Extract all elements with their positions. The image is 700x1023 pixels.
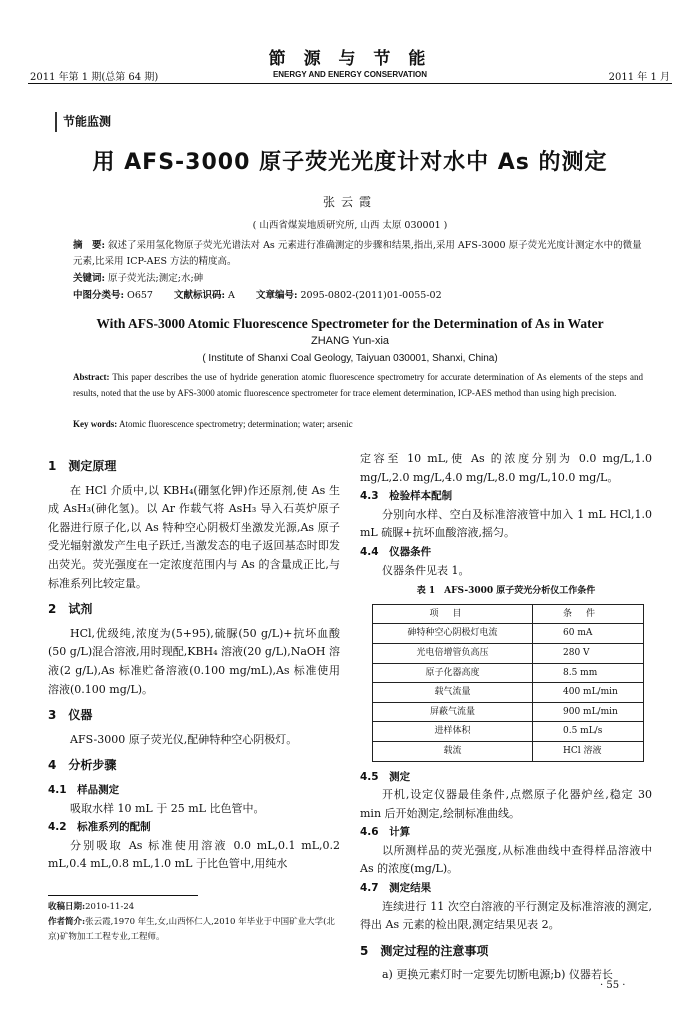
received-label: 收稿日期: [48, 902, 86, 912]
section-4-1-heading: 4.1 样品测定 [48, 783, 120, 796]
bracket-icon [55, 112, 61, 132]
table-header-condition: 条件 [533, 604, 644, 624]
doc-code-label: 文献标识码: [174, 290, 226, 301]
english-title: With AFS-3000 Atomic Fluorescence Spectrometer for the Determination of As in Water [96, 316, 604, 331]
section-4-2-heading: 4.2 标准系列的配制 [48, 821, 151, 834]
section-4-4-heading: 4.4 仪器条件 [360, 545, 432, 558]
received-date [48, 900, 340, 915]
section-4-6-heading: 4.6 计算 [360, 826, 411, 839]
english-keywords-label: Key words: [73, 419, 118, 429]
english-affiliation: ( Institute of Shanxi Coal Geology, Taiyuan 030001, Shanxi, China) [202, 353, 498, 364]
table-cell: 光电倍增管负高压 [373, 643, 533, 663]
clc-value: O657 [127, 290, 153, 301]
table-cell: 载气流量 [373, 683, 533, 703]
abstract-cn [73, 238, 643, 270]
section-4-7-heading: 4.7 测定结果 [360, 882, 432, 895]
section-4-2-continued: 定容至 10 mL,使 As 的浓度分别为 0.0 mg/L,1.0 mg/L,2.0 mg/L,4.0 mg/L,8.0 mg/L,10.0 mg/L。 [360, 452, 652, 484]
footnote-divider [48, 895, 198, 896]
english-abstract-text: This paper describes the use of hydride generation atomic fluorescence spectrometry for accurate determination of As elements of the steps and results, noted that the use by AFS-3000 atomic fluorescence spectrometer for trace element determination, ICP-AES method than using high precision. [73, 372, 643, 398]
article-title: 用 AFS-3000 原子荧光光度计对水中 As 的测定 [92, 150, 608, 175]
table-cell: 进样体积 [373, 722, 533, 742]
table-header-item: 项目 [373, 604, 533, 624]
issue-date: 2011 年 1 月 [608, 72, 670, 83]
abstract-text: 叙述了采用氢化物原子荧光光谱法对 As 元素进行准确测定的步骤和结果,指出,采用 AFS-3000 原子荧光光度计测定水中的微量元素,比采用 ICP-AES 方法的精度高。 [73, 240, 642, 267]
table-row [373, 683, 644, 703]
section-4-3-heading: 4.3 检验样本配制 [360, 490, 453, 503]
table-cell: 900 mL/min [533, 702, 644, 722]
section-2-heading: 2 试剂 [48, 602, 93, 617]
section-4-7-body: 连续进行 11 次空白溶液的平行测定及标准溶液的测定,得出 As 元素的检出限,测定结果见表 2。 [360, 899, 652, 932]
table-cell: 8.5 mm [533, 663, 644, 683]
table-row [373, 741, 644, 761]
section-4-5-body: 开机,设定仪器最佳条件,点燃原子化器炉丝,稳定 30 min 后开始测定,绘制标准曲线。 [360, 788, 652, 820]
table-cell: HCl 溶液 [533, 741, 644, 761]
conditions-table [372, 604, 644, 762]
author-bio [48, 915, 340, 945]
bio-label: 作者简介: [48, 917, 86, 927]
section-2-body: HCl,优级纯,浓度为(5+95),硫脲(50 g/L)+抗坏血酸(50 g/L)混合溶液,用时现配,KBH₄ 溶液(20 g/L),NaOH 溶液(2 g/L),As 标准贮备溶液(0.100 mg/mL),As 标准使用溶液(0.100 mg/L)。 [48, 626, 340, 696]
section-3-body: AFS-3000 原子荧光仪,配砷特种空心阴极灯。 [70, 732, 298, 746]
header-divider [28, 83, 672, 84]
article-no-value: 2095-0802-(2011)01-0055-02 [300, 290, 442, 301]
table-cell: 60 mA [533, 624, 644, 644]
section-4-5-heading: 4.5 测定 [360, 770, 411, 783]
english-author: ZHANG Yun-xia [310, 335, 390, 347]
bio-text: 张云霞,1970 年生,女,山西怀仁人,2010 年毕业于中国矿业大学(北京)矿物加工工程专业,工程师。 [48, 917, 335, 942]
table-1-caption: 表 1 AFS-3000 原子荧光分析仪工作条件 [416, 586, 596, 597]
author-affiliation: ( 山西省煤炭地质研究所, 山西 太原 030001 ) [252, 220, 448, 231]
issue-info: 2011 年第 1 期(总第 64 期) [30, 72, 159, 83]
keywords-cn [73, 271, 643, 287]
abstract-label: 摘 要: [73, 240, 106, 251]
english-keywords-text: Atomic fluorescence spectrometry; determination; water; arsenic [119, 419, 353, 429]
section-4-1-body: 吸取水样 10 mL 于 25 mL 比色管中。 [70, 801, 265, 815]
table-row [373, 624, 644, 644]
table-header-row [373, 604, 644, 624]
section-4-4-body: 仪器条件见表 1。 [382, 563, 470, 577]
section-4-heading: 4 分析步骤 [48, 758, 117, 773]
doc-code-value: A [228, 290, 235, 301]
table-cell: 载流 [373, 741, 533, 761]
table-cell: 280 V [533, 643, 644, 663]
table-cell: 砷特种空心阴极灯电流 [373, 624, 533, 644]
section-1-body: 在 HCl 介质中,以 KBH₄(硼氢化钾)作还原剂,使 As 生成 AsH₃(砷化氢)。以 Ar 作载气将 AsH₃ 导入石英炉原子化器进行原子化,以 As 特种空心阴极灯坐激发光源,As 原子受光辐射激发产生电子跃迁,当激发态的电子返回基态时即发出荧光。荧光强度在一定浓度范围内与 As 的含量成正比,与标准系列比较定量。 [48, 483, 340, 590]
table-row [373, 702, 644, 722]
keywords-label: 关键词: [73, 273, 106, 284]
section-5-body: a) 更换元素灯时一定要先切断电源;b) 仪器若长 [382, 968, 613, 982]
received-value: 2010-11-24 [85, 902, 135, 912]
section-4-6-body: 以所测样品的荧光强度,从标准曲线中查得样品溶液中 As 的浓度(mg/L)。 [360, 843, 652, 876]
english-abstract [73, 370, 643, 401]
table-row [373, 663, 644, 683]
column-tag [55, 112, 111, 132]
column-tag-label: 节能监测 [63, 114, 112, 129]
table-cell: 0.5 mL/s [533, 722, 644, 742]
journal-title-en: ENERGY AND ENERGY CONSERVATION [272, 70, 428, 79]
table-row [373, 643, 644, 663]
page-number: · 55 · [600, 980, 626, 991]
right-column [360, 450, 652, 985]
table-cell: 屏蔽气流量 [373, 702, 533, 722]
author-name: 张云霞 [322, 195, 377, 209]
classification-line [73, 288, 643, 304]
left-column [48, 450, 340, 874]
section-1-heading: 1 测定原理 [48, 459, 117, 473]
section-4-2-body: 分别吸取 As 标准使用溶液 0.0 mL,0.1 mL,0.2 mL,0.4 mL,0.8 mL,1.0 mL 于比色管中,用纯水 [48, 838, 340, 871]
article-no-label: 文章编号: [255, 290, 298, 301]
english-keywords [73, 419, 643, 429]
section-4-3-body: 分别向水样、空白及标准溶液管中加入 1 mL HCl,1.0 mL 硫脲+抗坏血酸溶液,摇匀。 [360, 507, 652, 540]
table-cell: 原子化器高度 [373, 663, 533, 683]
section-3-heading: 3 仪器 [48, 708, 93, 723]
english-abstract-label: Abstract: [73, 372, 110, 382]
table-row [373, 722, 644, 742]
table-cell: 400 mL/min [533, 683, 644, 703]
section-5-heading: 5 测定过程的注意事项 [360, 943, 489, 958]
journal-title-cn: 節 源 与 节 能 [268, 49, 432, 69]
journal-masthead [0, 44, 700, 79]
clc-label: 中图分类号: [73, 290, 125, 301]
keywords-text: 原子荧光法;测定;水;砷 [108, 273, 204, 284]
